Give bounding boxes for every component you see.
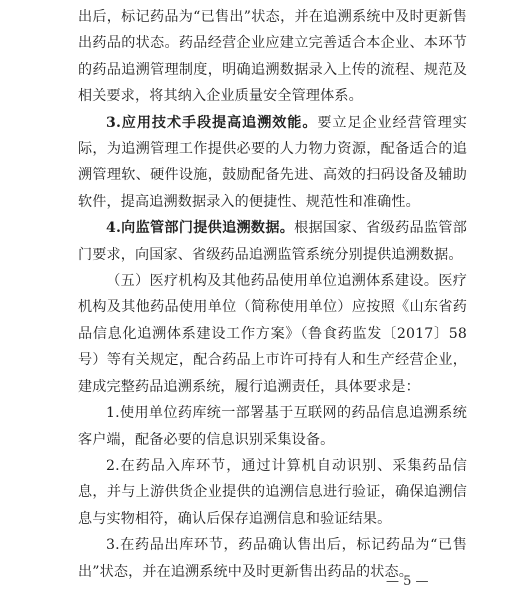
paragraph-section-5 [78, 268, 467, 400]
paragraph-4-body: 根据国家、省级药品监管部门要求，向国家、省级药品追溯监管系统分别提供追溯数据。 [78, 220, 467, 263]
paragraph-continuation: 出后，标记药品为“已售出”状态，并在追溯系统中及时更新售出药品的状态。药品经营企业应建立完善适合本企业、本环节的药品追溯管理制度，明确追溯数据录入上传的流程、规范及相关要求，将其纳入企业质量安全管理体系。 [78, 9, 467, 105]
paragraph-4 [78, 215, 467, 268]
section-5-text: （五）医疗机构及其他药品使用单位追溯体系建设。医疗机构及其他药品使用单位（简称使用单位）应按照《山东省药品信息化追溯体系建设工作方案》（鲁食药监发〔2017〕58号）等有关规定，配合药品上市许可持有人和生产经营企业，建成完整药品追溯系统，履行追溯责任，具体要求是： [78, 273, 467, 395]
paragraph-3 [78, 110, 467, 216]
item-3-text: 3.在药品出库环节，药品确认售出后，标记药品为“已售出”状态，并在追溯系统中及时更新售出药品的状态。 [78, 537, 467, 580]
paragraph-item-2 [78, 453, 467, 532]
heading-4: 4.向监管部门提供追溯数据。 [106, 220, 295, 237]
paragraph-3-body: 要立足企业经营管理实际，为追溯管理工作提供必要的人力物力资源，配备适合的追溯管理软、硬件设施，鼓励配备先进、高效的扫码设备及辅助软件，提高追溯数据录入的便捷性、规范性和准确性。 [78, 114, 468, 210]
page-number: — 5 — [386, 574, 429, 589]
paragraph-item-1 [78, 400, 467, 453]
heading-3: 3.应用技术手段提高追溯效能。 [106, 114, 318, 131]
item-1-text: 1.使用单位药库统一部署基于互联网的药品信息追溯系统客户端，配备必要的信息识别采集设备。 [78, 405, 467, 448]
item-2-text: 2.在药品入库环节，通过计算机自动识别、采集药品信息，并与上游供货企业提供的追溯信息进行验证，确保追溯信息与实物相符，确认后保存追溯信息和验证结果。 [78, 457, 467, 527]
document-body [78, 4, 467, 585]
